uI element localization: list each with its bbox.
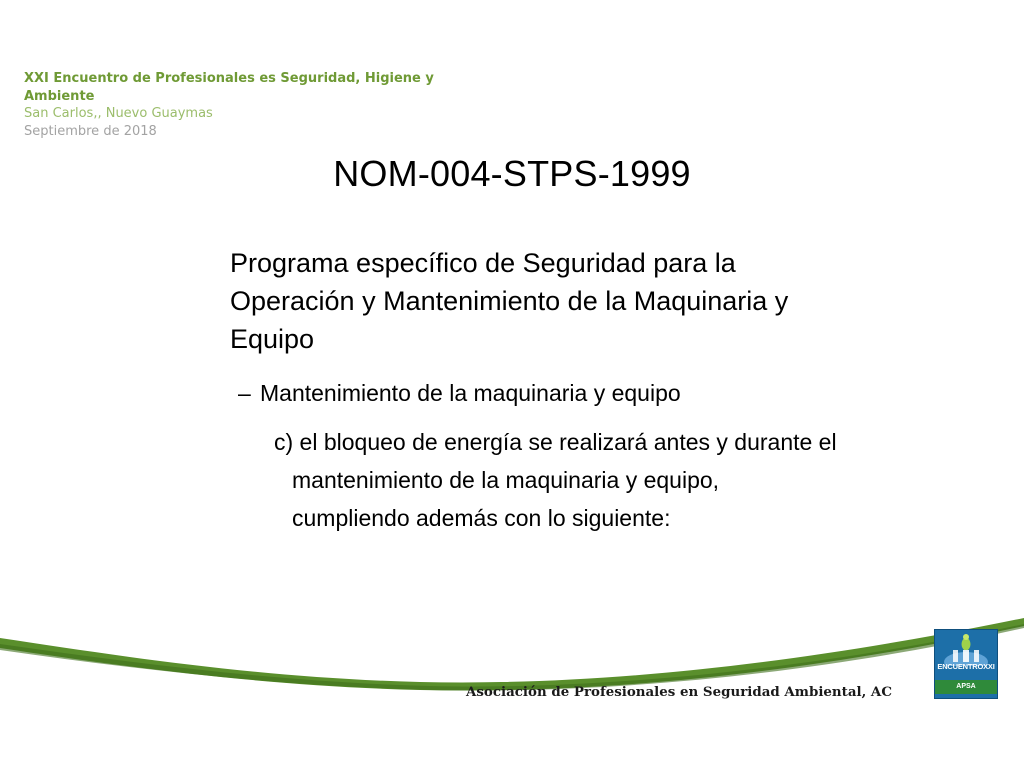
dash-bullet: – [238, 380, 251, 406]
bullet-level-2-text: Mantenimiento de la maquinaria y equipo [260, 380, 681, 406]
event-date: Septiembre de 2018 [24, 123, 157, 139]
event-location: San Carlos,, Nuevo Guaymas [24, 106, 213, 121]
event-title-continued: Ambiente [24, 88, 95, 104]
logo-subtitle: APSA [935, 680, 997, 694]
slide-title: NOM-004-STPS-1999 [333, 153, 691, 194]
bullet-level-2 [238, 377, 838, 409]
bullet-level-1: Programa específico de Seguridad para la Operación y Mantenimiento de la Maquinaria y Equipo [230, 248, 789, 354]
logo-mark-icon [935, 632, 997, 666]
association-name: Asociación de Profesionales en Seguridad Ambiental, AC [466, 685, 892, 700]
bullet-level-3: c) el bloqueo de energía se realizará antes y durante el mantenimiento de la maquinaria y equipo, cumpliendo además con lo siguiente: [274, 429, 837, 531]
logo-label: ENCUENTROXXI [937, 662, 995, 671]
event-title: XXI Encuentro de Profesionales es Seguridad, Higiene y [24, 71, 434, 86]
apsa-logo [934, 629, 998, 699]
event-header [24, 70, 484, 140]
